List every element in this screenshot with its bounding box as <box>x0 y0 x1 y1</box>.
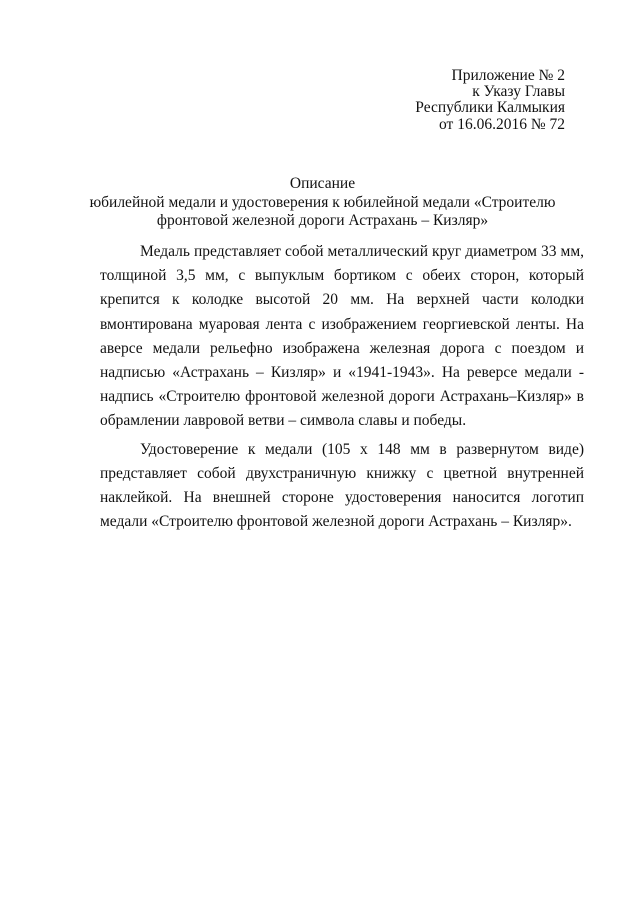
annex-republic: Республики Калмыкия <box>415 99 565 117</box>
document-heading <box>60 175 585 231</box>
annex-decree: к Указу Главы <box>472 83 565 101</box>
paragraph-medal-description: Медаль представляет собой металлический круг диаметром 33 мм, толщиной 3,5 мм, с выпуклым бортиком с обеих сторон, который крепится к колодке высотой 20 мм. На верхней части колодки вмонтирована муаровая лента с изображением георгиевской ленты. На аверсе медали рельефно изображена железная дорога с поездом и надписью «Астрахань – Кизляр» и «1941-1943». На реверсе медали - надпись «Строителю фронтовой железной дороги Астрахань–Кизляр» в обрамлении лавровой ветви – символа славы и победы. <box>100 243 584 430</box>
paragraph-certificate-description: Удостоверение к медали (105 х 148 мм в развернутом виде) представляет собой двухстраничную книжку с цветной внутренней наклейкой. На внешней стороне удостоверения наносится логотип медали «Строителю фронтовой железной дороги Астрахань – Кизляр». <box>100 440 584 531</box>
annex-reference <box>415 68 565 133</box>
document-body <box>100 240 584 534</box>
document-subtitle-line-1: юбилейной медали и удостоверения к юбилейной медали «Строителю <box>89 193 556 211</box>
document-title: Описание <box>289 175 356 192</box>
document-subtitle-line-2: фронтовой железной дороги Астрахань – Кизляр» <box>156 212 489 229</box>
annex-number: Приложение № 2 <box>451 67 565 84</box>
annex-date: от 16.06.2016 № 72 <box>439 115 565 133</box>
